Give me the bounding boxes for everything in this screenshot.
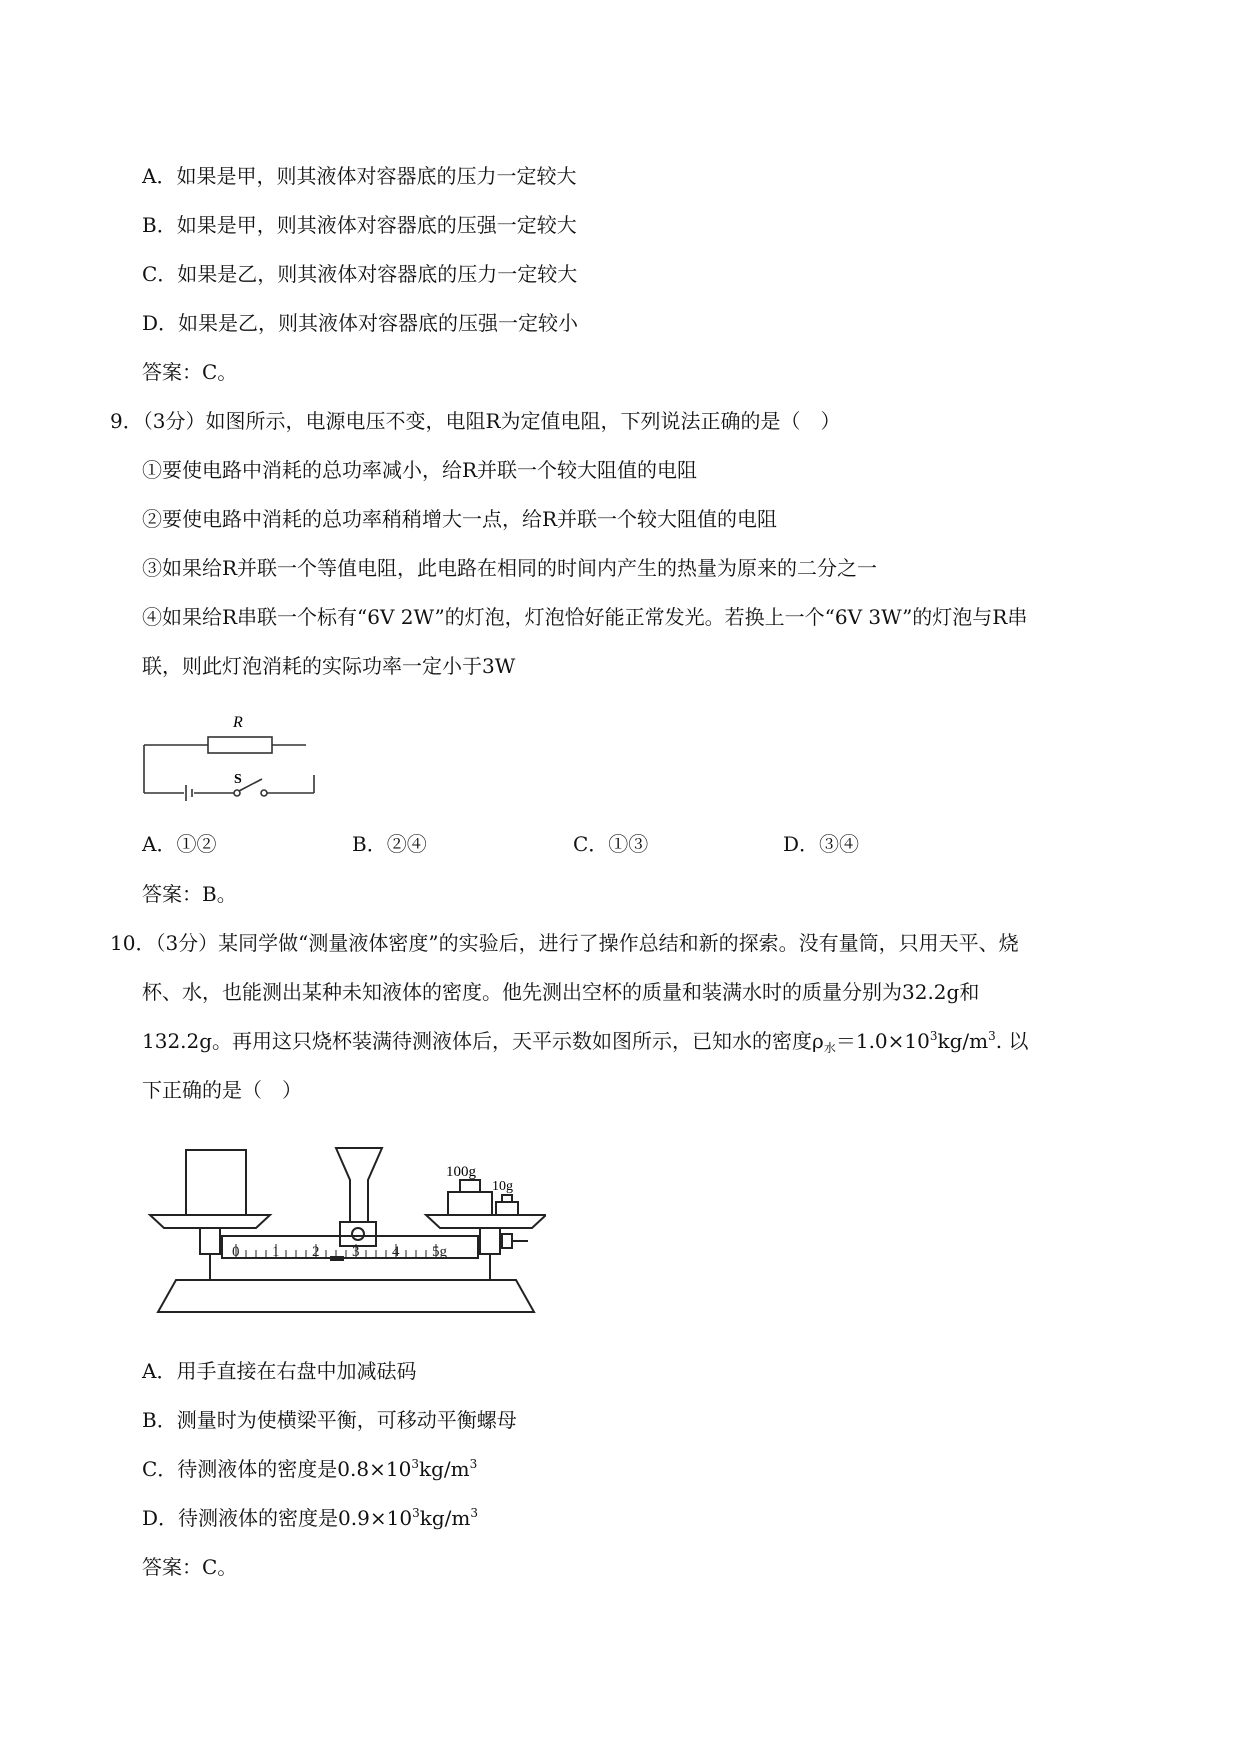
q10-option-d-sup2: 3	[470, 1506, 478, 1520]
q10-stem-line1: 10．（3分）某同学做“测量液体密度”的实验后，进行了操作总结和新的探索。没有量筒，只用天平、烧	[110, 931, 1019, 955]
fulcrum-pivot	[352, 1228, 364, 1240]
q10-stem-line2: 杯、水，也能测出某种未知液体的密度。他先测出空杯的质量和装满水时的质量分别为32.2g和	[142, 980, 980, 1004]
q10-answer: 答案：C。	[142, 1555, 238, 1579]
q10-option-d-text: D．待测液体的密度是0.9×10	[142, 1506, 413, 1530]
q9-statement-2: ②要使电路中消耗的总功率稍稍增大一点，给R并联一个较大阻值的电阻	[142, 507, 778, 531]
q9-option-a: A．①②	[142, 832, 217, 856]
q9-answer: 答案：B。	[142, 882, 237, 906]
left-post	[200, 1228, 220, 1254]
q8-option-c: C．如果是乙，则其液体对容器底的压力一定较大	[142, 262, 578, 286]
beaker	[186, 1150, 246, 1215]
q10-line3-end: . 以	[995, 1029, 1029, 1053]
q9-option-b: B．②④	[352, 832, 427, 856]
q10-option-c-text: C．待测液体的密度是0.8×10	[142, 1457, 412, 1481]
q10-stem-line3	[142, 1028, 1028, 1054]
scale-tick-3: 3	[352, 1244, 360, 1260]
rider	[330, 1256, 344, 1261]
q9-option-c: C．①③	[573, 832, 649, 856]
right-post	[480, 1228, 500, 1254]
right-pan	[426, 1215, 546, 1228]
q9-statement-4: ④如果给R串联一个标有“6V 2W”的灯泡，灯泡恰好能正常发光。若换上一个“6V 3W”的灯泡与R串	[142, 605, 1028, 629]
q10-line3-text: 132.2g。再用这只烧杯装满待测液体后，天平示数如图所示，已知水的密度ρ	[142, 1029, 824, 1053]
q9-statement-1: ①要使电路中消耗的总功率减小，给R并联一个较大阻值的电阻	[142, 458, 698, 482]
scale-tick-2: 2	[312, 1244, 320, 1260]
left-pan	[150, 1215, 270, 1228]
q10-option-c-sup2: 3	[469, 1457, 478, 1471]
pointer	[336, 1148, 382, 1222]
scale-ticks-group	[236, 1244, 436, 1258]
q10-option-c-unit: kg/m	[418, 1457, 470, 1481]
q10-line3-sub: 水	[823, 1041, 836, 1055]
balance-nut	[502, 1234, 512, 1248]
q9-stem: 9．（3分）如图所示，电源电压不变，电阻R为定值电阻，下列说法正确的是（ ）	[110, 409, 841, 433]
q8-answer: 答案：C。	[142, 360, 238, 384]
q9-option-d: D．③④	[783, 832, 860, 856]
q10-option-a-text: A．用手直接在右盘中加减砝码	[142, 1359, 417, 1383]
q10-line3-mid: ＝1.0×10	[835, 1029, 930, 1053]
q10-line3-sup2: 3	[988, 1029, 996, 1043]
q8-option-a: A．如果是甲，则其液体对容器底的压力一定较大	[142, 164, 577, 188]
q8-option-b: B．如果是甲，则其液体对容器底的压强一定较大	[142, 213, 577, 237]
q10-option-d-sup1: 3	[412, 1506, 420, 1520]
weight-10g	[496, 1202, 518, 1215]
weight-100g-label: 100g	[446, 1164, 476, 1180]
switch-label: S	[234, 772, 242, 787]
q10-line3-sup1: 3	[929, 1029, 938, 1043]
balance-diagram	[146, 1140, 546, 1330]
scale-tick-4: 4	[392, 1244, 400, 1260]
switch-terminal-right	[261, 790, 267, 796]
q9-statement-4-cont: 联，则此灯泡消耗的实际功率一定小于3W	[142, 654, 516, 678]
scale-tick-5g: 5g	[432, 1244, 447, 1260]
switch-lever	[239, 779, 262, 791]
weight-10g-knob	[502, 1195, 512, 1202]
resistor-label: R	[233, 714, 243, 731]
scale-tick-0: 0	[232, 1244, 240, 1260]
q10-stem-line4: 下正确的是（ ）	[142, 1078, 302, 1102]
fulcrum	[340, 1222, 376, 1246]
q10-line3-unit: kg/m	[937, 1029, 989, 1053]
q8-option-d: D．如果是乙，则其液体对容器底的压强一定较小	[142, 311, 579, 335]
resistor-symbol	[208, 737, 272, 753]
q10-option-d	[142, 1505, 478, 1531]
scale-tick-1: 1	[272, 1244, 280, 1260]
q10-option-d-unit: kg/m	[419, 1506, 471, 1530]
base	[158, 1280, 534, 1312]
q10-option-b	[142, 1407, 517, 1433]
weight-100g-knob	[460, 1180, 480, 1192]
q9-statement-3: ③如果给R并联一个等值电阻，此电路在相同的时间内产生的热量为原来的二分之一	[142, 556, 878, 580]
q10-option-a	[142, 1358, 416, 1384]
q10-option-c-sup1: 3	[411, 1457, 419, 1471]
q10-option-c	[142, 1456, 477, 1482]
weight-100g	[448, 1192, 492, 1215]
circuit-diagram	[138, 705, 338, 805]
q10-option-b-text: B．测量时为使横梁平衡，可移动平衡螺母	[142, 1408, 517, 1432]
weight-10g-label: 10g	[492, 1179, 513, 1194]
